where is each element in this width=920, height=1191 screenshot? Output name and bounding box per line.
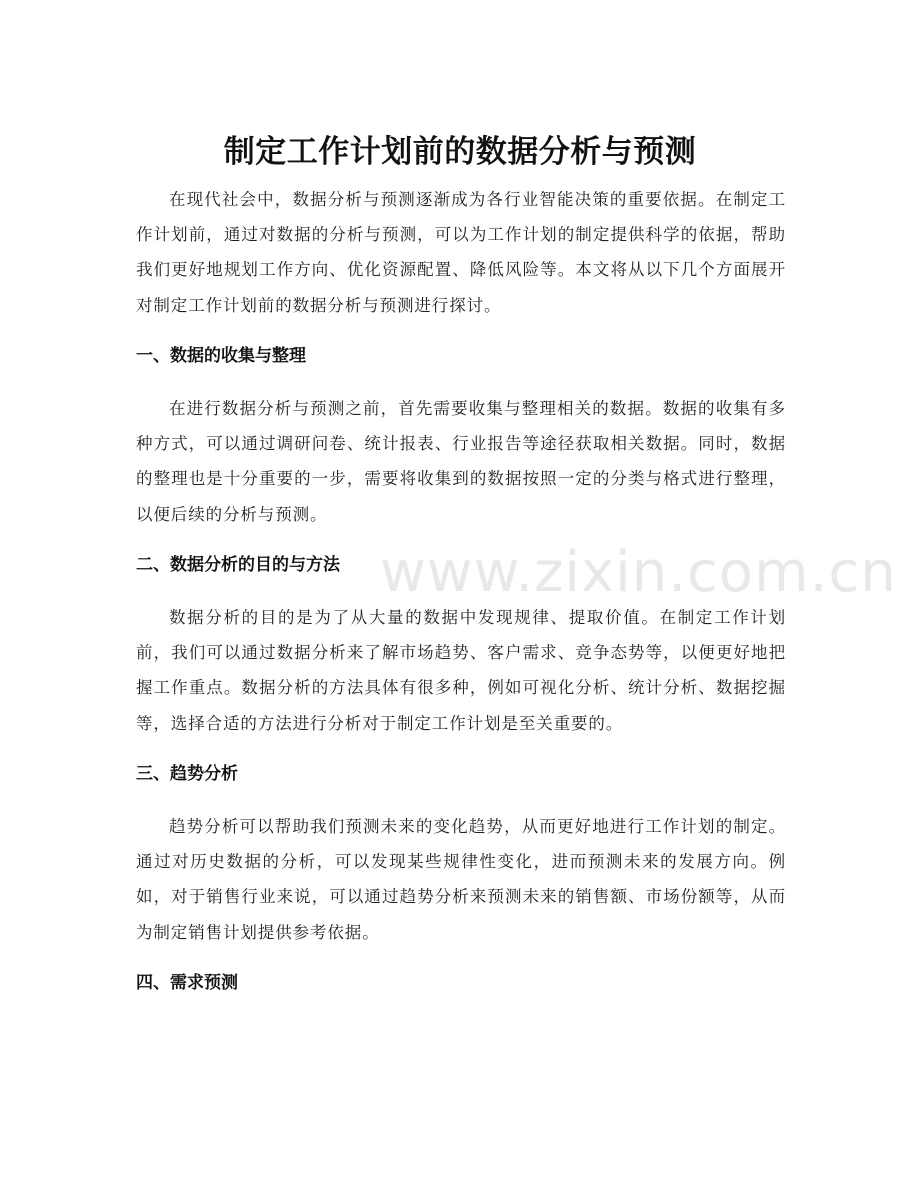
section-body-2: 数据分析的目的是为了从大量的数据中发现规律、提取价值。在制定工作计划前，我们可以通过数据分析来了解市场趋势、客户需求、竞争态势等，以便更好地把握工作重点。数据分析的方法具体有很多种，例如可视化分析、统计分析、数据挖掘等，选择合适的方法进行分析对于制定工作计划是至关重要的。 xyxy=(136,608,786,733)
watermark: www.zixin.com.cn xyxy=(380,540,897,605)
section-body-3: 趋势分析可以帮助我们预测未来的变化趋势，从而更好地进行工作计划的制定。通过对历史数据的分析，可以发现某些规律性变化，进而预测未来的发展方向。例如，对于销售行业来说，可以通过趋势分析来预测未来的销售额、市场份额等，从而为制定销售计划提供参考依据。 xyxy=(136,817,786,942)
section-body-1: 在进行数据分析与预测之前，首先需要收集与整理相关的数据。数据的收集有多种方式，可以通过调研问卷、统计报表、行业报告等途径获取相关数据。同时，数据的整理也是十分重要的一步，需要将收集到的数据按照一定的分类与格式进行整理，以便后续的分析与预测。 xyxy=(136,399,786,524)
section-heading-4: 四、需求预测 xyxy=(136,973,238,993)
intro-paragraph: 在现代社会中，数据分析与预测逐渐成为各行业智能决策的重要依据。在制定工作计划前，通过对数据的分析与预测，可以为工作计划的制定提供科学的依据，帮助我们更好地规划工作方向、优化资源配置、降低风险等。本文将从以下几个方面展开对制定工作计划前的数据分析与预测进行探讨。 xyxy=(136,190,786,315)
section-heading-1: 一、数据的收集与整理 xyxy=(136,346,306,366)
section-heading-2: 二、数据分析的目的与方法 xyxy=(136,555,340,575)
section-heading-3: 三、趋势分析 xyxy=(136,764,238,784)
page-title: 制定工作计划前的数据分析与预测 xyxy=(223,133,697,170)
